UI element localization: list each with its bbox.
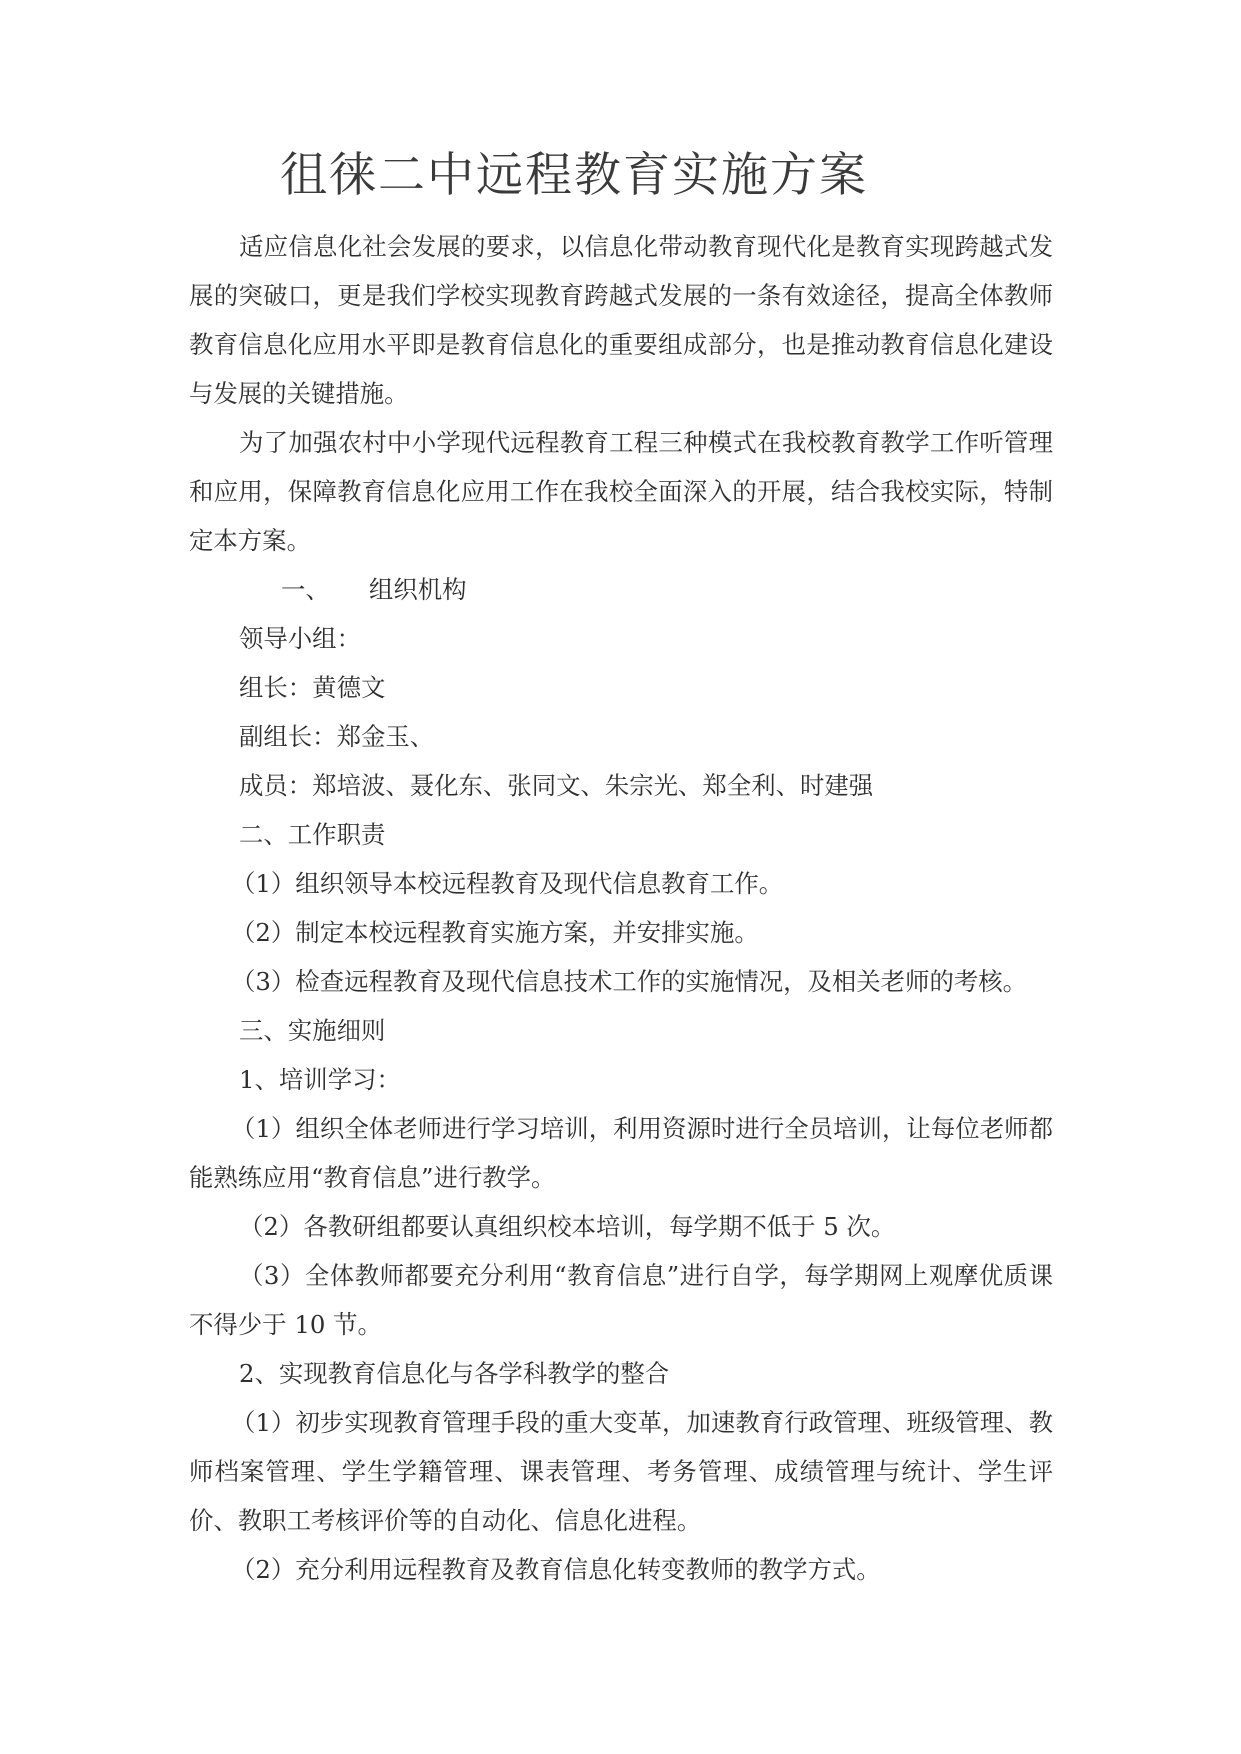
section-3-heading: 三、实施细则 bbox=[239, 1016, 386, 1045]
integration-item-1: （1）初步实现教育管理手段的重大变革，加速教育行政管理、班级管理、教师档案管理、学生学籍管理、课表管理、考务管理、成绩管理与统计、学生评价、教职工考核评价等的自动化、信息化进程。 bbox=[189, 1408, 1053, 1535]
training-item-2: （2）各教研组都要认真组织校本培训，每学期不低于 5 次。 bbox=[239, 1212, 896, 1241]
intro-paragraph-2: 为了加强农村中小学现代远程教育工程三种模式在我校教育教学工作听管理和应用，保障教育信息化应用工作在我校全面深入的开展，结合我校实际，特制定本方案。 bbox=[189, 428, 1053, 555]
duty-item-2: （2）制定本校远程教育实施方案，并安排实施。 bbox=[231, 918, 759, 947]
group-leader: 组长：黄德文 bbox=[239, 673, 386, 702]
integration-item-2: （2）充分利用远程教育及教育信息化转变教师的教学方式。 bbox=[231, 1555, 881, 1584]
training-item-3: （3）全体教师都要充分利用“教育信息”进行自学，每学期网上观摩优质课不得少于 10 节。 bbox=[189, 1261, 1053, 1339]
section-2-heading: 二、工作职责 bbox=[239, 820, 386, 849]
deputy-group-leader: 副组长：郑金玉、 bbox=[239, 722, 435, 751]
training-item-1: （1）组织全体老师进行学习培训，利用资源时进行全员培训，让每位老师都能熟练应用“教育信息”进行教学。 bbox=[189, 1114, 1053, 1192]
subsection-2-heading: 2、实现教育信息化与各学科教学的整合 bbox=[239, 1359, 670, 1388]
duty-item-1: （1）组织领导本校远程教育及现代信息教育工作。 bbox=[231, 869, 784, 898]
section-1-title: 组织机构 bbox=[369, 575, 467, 604]
intro-paragraph-1: 适应信息化社会发展的要求，以信息化带动教育现代化是教育实现跨越式发展的突破口，更是我们学校实现教育跨越式发展的一条有效途径，提高全体教师教育信息化应用水平即是教育信息化的重要组成部分，也是推动教育信息化建设与发展的关键措施。 bbox=[189, 232, 1053, 408]
document-body bbox=[189, 222, 1053, 1594]
section-1-number: 一、 bbox=[281, 575, 330, 604]
group-members: 成员：郑培波、聂化东、张同文、朱宗光、郑全利、时建强 bbox=[239, 771, 874, 800]
document-title: 徂徕二中远程教育实施方案 bbox=[280, 148, 868, 203]
subsection-1-heading: 1、培训学习： bbox=[239, 1065, 401, 1094]
duty-item-3: （3）检查远程教育及现代信息技术工作的实施情况，及相关老师的考核。 bbox=[231, 967, 1028, 996]
leadership-group-label: 领导小组： bbox=[239, 624, 361, 653]
section-1-heading bbox=[189, 565, 1053, 614]
